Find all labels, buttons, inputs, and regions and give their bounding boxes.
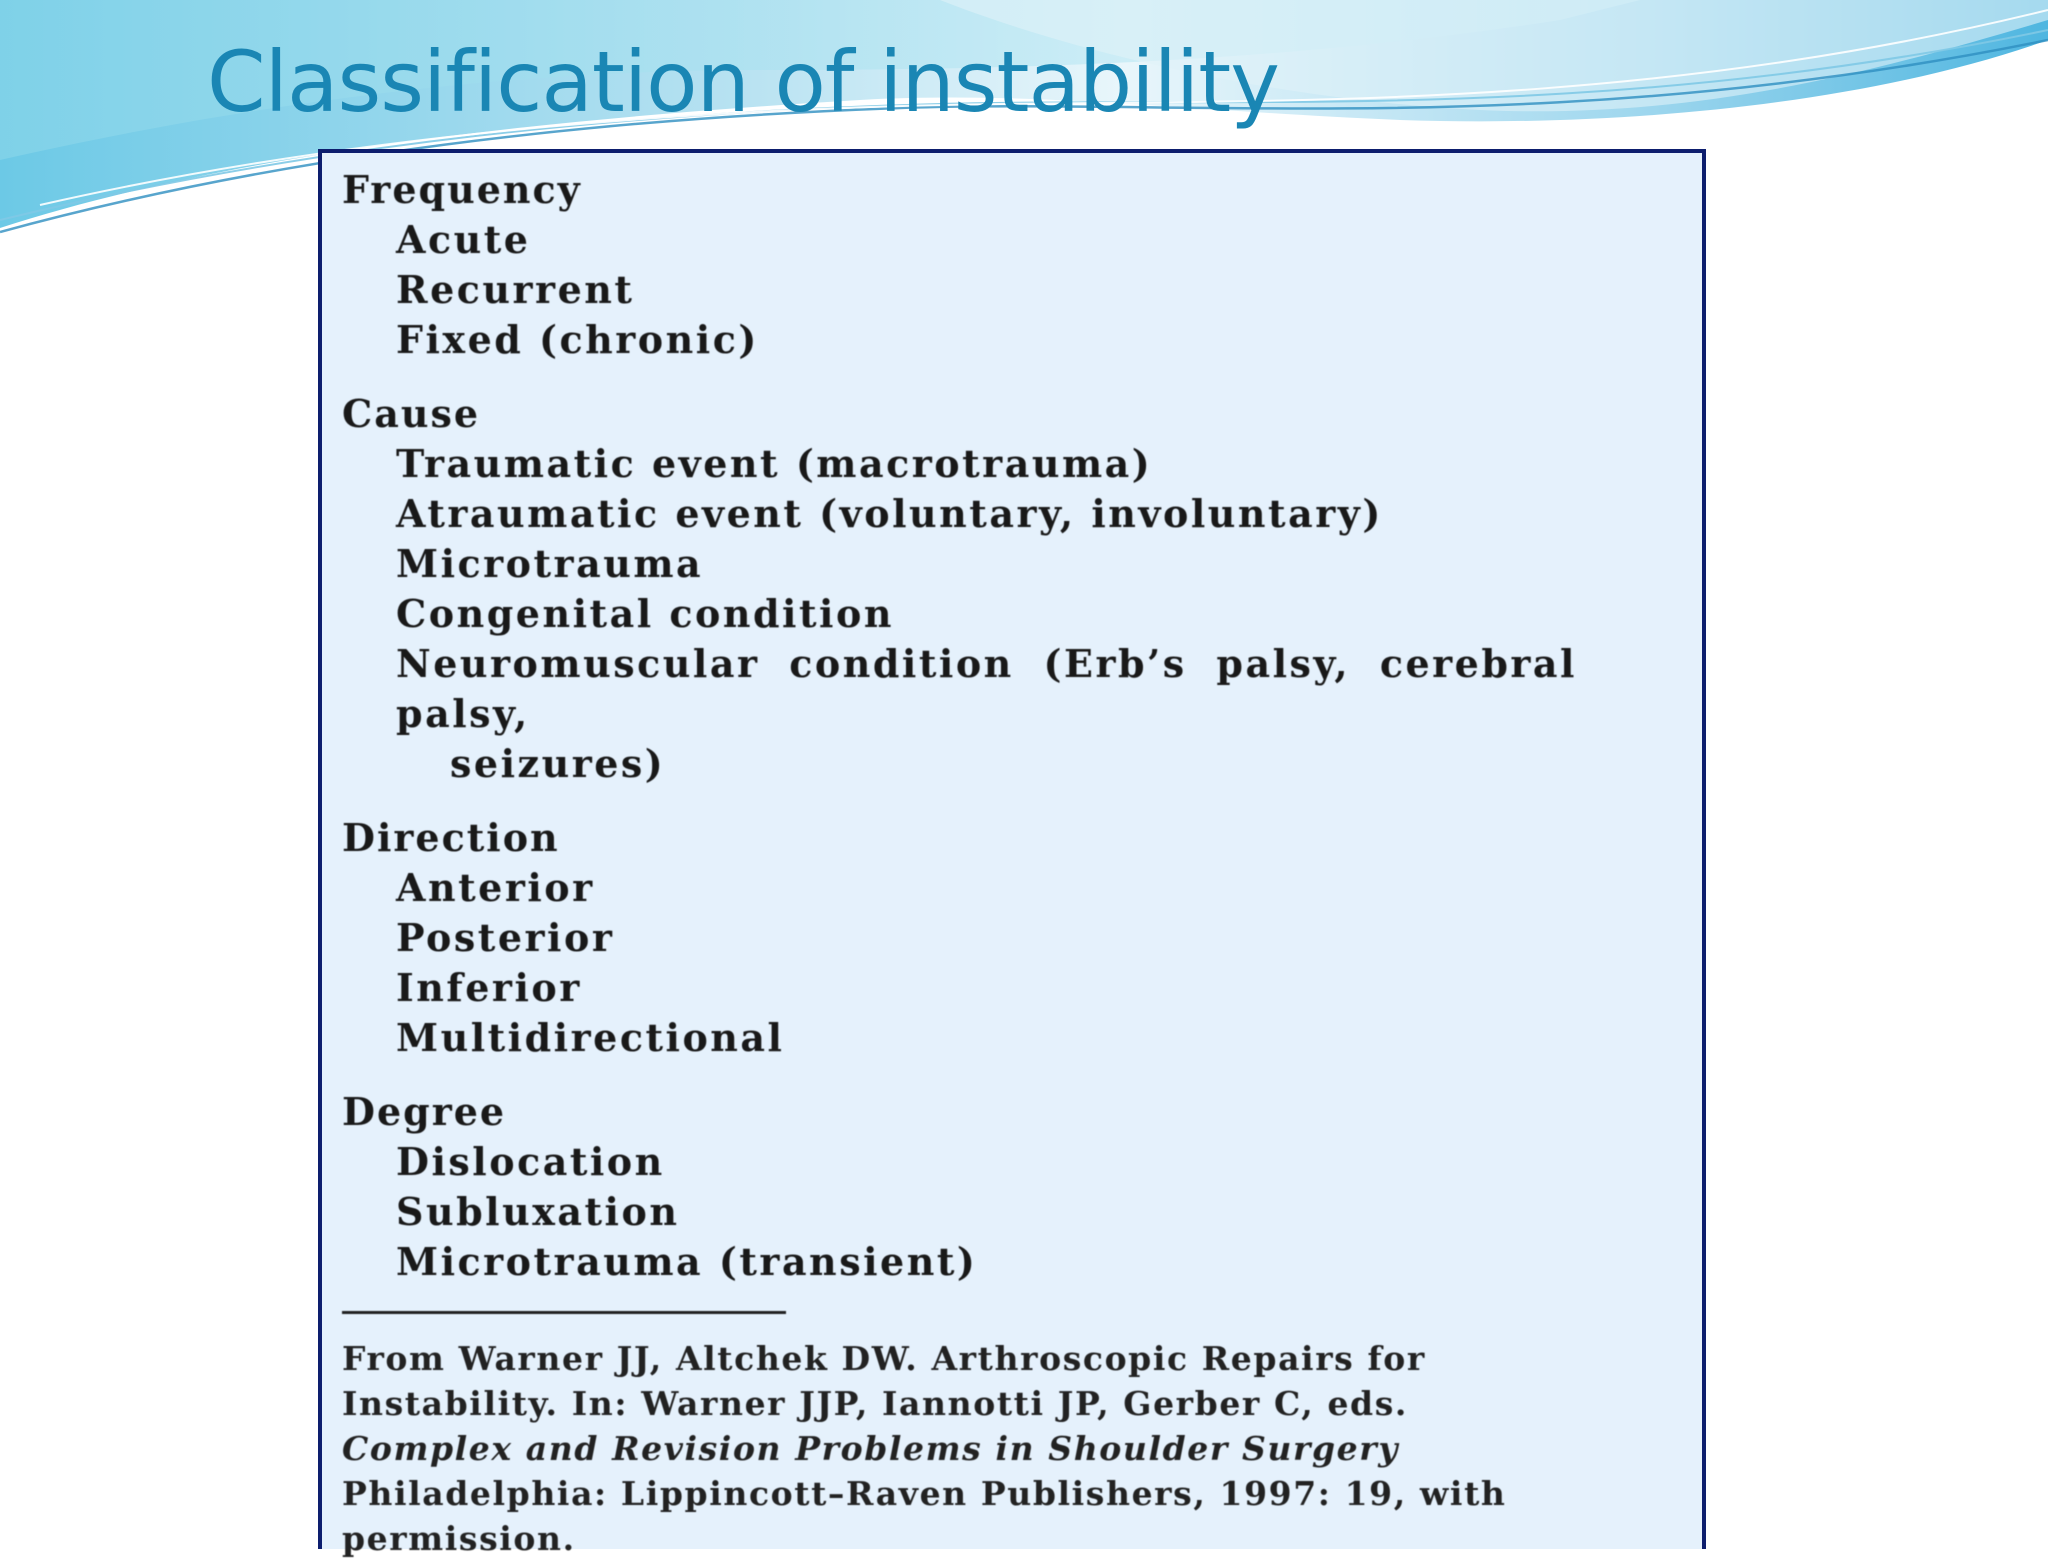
section-heading: Direction xyxy=(342,815,560,860)
list-item-continuation: seizures) xyxy=(450,741,666,786)
section-degree xyxy=(342,1087,1698,1287)
section-heading: Cause xyxy=(342,391,481,436)
citation-line: From Warner JJ, Altchek DW. Arthroscopic Repairs for xyxy=(342,1339,1426,1378)
classification-table xyxy=(342,165,1698,1561)
slide-title: Classification of instability xyxy=(207,33,1279,131)
list-item: Multidirectional xyxy=(396,1015,785,1060)
list-item: Atraumatic event (voluntary, involuntary) xyxy=(396,491,1383,536)
source-citation xyxy=(342,1336,1698,1561)
footnote-divider xyxy=(342,1311,786,1314)
list-item: Acute xyxy=(396,217,531,262)
list-item: Fixed (chronic) xyxy=(396,317,759,362)
section-heading: Degree xyxy=(342,1089,507,1134)
section-heading: Frequency xyxy=(342,167,582,212)
list-item: Recurrent xyxy=(396,267,635,312)
citation-line: permission. xyxy=(342,1519,576,1558)
section-direction xyxy=(342,813,1698,1063)
citation-line: Philadelphia: Lippincott–Raven Publishers, 1997: 19, with xyxy=(342,1474,1507,1513)
list-item: Microtrauma xyxy=(396,541,704,586)
list-item: Neuromuscular condition (Erb’s palsy, cerebral palsy, xyxy=(396,641,1577,736)
list-item: Inferior xyxy=(396,965,582,1010)
section-cause xyxy=(342,389,1698,789)
classification-table-image xyxy=(318,149,1706,1558)
section-frequency xyxy=(342,165,1698,365)
list-item: Subluxation xyxy=(396,1189,680,1234)
list-item: Posterior xyxy=(396,915,615,960)
citation-book-title: Complex and Revision Problems in Shoulder Surgery xyxy=(342,1429,1400,1468)
list-item: Traumatic event (macrotrauma) xyxy=(396,441,1153,486)
list-item: Anterior xyxy=(396,865,595,910)
list-item: Congenital condition xyxy=(396,591,894,636)
citation-line: Instability. In: Warner JJP, Iannotti JP, Gerber C, eds. xyxy=(342,1384,1408,1423)
list-item: Dislocation xyxy=(396,1139,665,1184)
list-item: Microtrauma (transient) xyxy=(396,1239,978,1284)
